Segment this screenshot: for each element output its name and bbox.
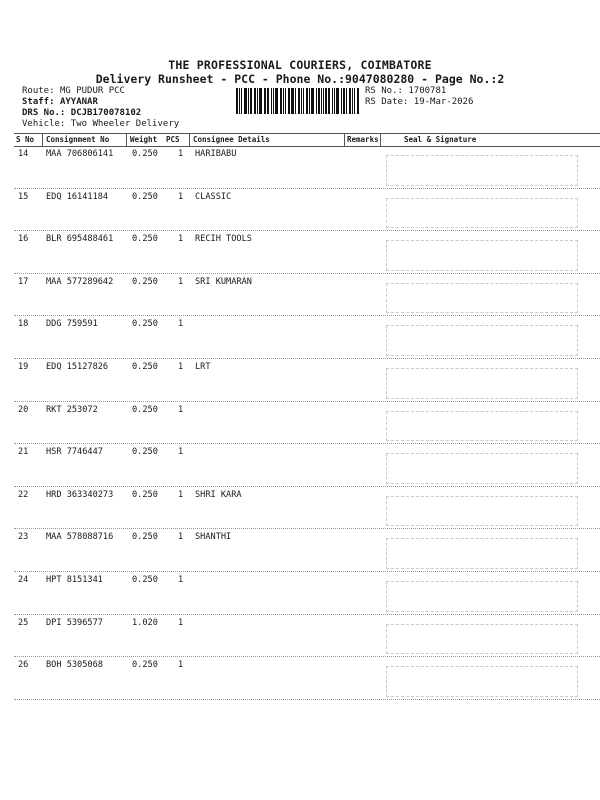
cell-pcs: 1: [178, 447, 184, 458]
cell-consignment-no: HPT 8151341: [46, 575, 103, 585]
runsheet-meta-right: [365, 86, 473, 108]
row-divider: [14, 230, 600, 231]
cell-weight: 1.020: [132, 617, 158, 628]
cell-pcs: 1: [178, 660, 184, 671]
cell-consignee: SHRI KARA: [195, 489, 242, 500]
cell-no: 24: [18, 575, 29, 585]
row-divider: [14, 614, 600, 615]
staff-label: Staff:: [22, 97, 55, 107]
col-consignment-header: Consignment No: [46, 135, 110, 144]
cell-weight: 0.250: [132, 404, 158, 415]
route-row: [22, 86, 179, 97]
cell-pcs: 1: [178, 319, 184, 330]
signature-area: [386, 538, 578, 569]
route-label: Route:: [22, 86, 55, 96]
cell-pcs: 1: [178, 276, 184, 287]
rs-date-value: 19-Mar-2026: [413, 97, 474, 107]
signature-area: [386, 624, 578, 655]
company-title: THE PROFESSIONAL COURIERS, COIMBATORE: [168, 58, 432, 72]
cell-consignment-no: MAA 578088716: [46, 532, 114, 543]
col-signature-header: Seal & Signature: [404, 135, 477, 144]
cell-consignment-no: MAA 706806141: [46, 149, 114, 159]
table-row: [14, 490, 600, 533]
rs-date-row: [365, 97, 473, 108]
cell-no: 19: [18, 362, 29, 372]
table-row: [14, 660, 600, 703]
signature-area: [386, 368, 578, 399]
cell-consignment-no: HRD 363340273: [46, 489, 114, 500]
table-row: [14, 192, 600, 235]
col-remarks-header: Remarks: [347, 135, 379, 144]
drs-label: DRS No.:: [22, 108, 66, 118]
signature-area: [386, 581, 578, 612]
signature-area: [386, 240, 578, 271]
cell-consignee: HARIBABU: [195, 149, 237, 159]
rs-no-label: RS No.:: [365, 86, 403, 96]
cell-weight: 0.250: [132, 149, 158, 159]
cell-weight: 0.250: [132, 532, 158, 543]
drs-value: DCJB170078102: [70, 108, 142, 118]
row-divider: [14, 315, 600, 316]
cell-no: 15: [18, 191, 29, 202]
runsheet-meta-left: [22, 86, 179, 130]
cell-no: 18: [18, 319, 29, 330]
cell-no: 20: [18, 404, 29, 415]
vehicle-row: [22, 119, 179, 130]
row-divider: [14, 571, 600, 572]
barcode-image: [236, 88, 360, 114]
signature-area: [386, 453, 578, 484]
rs-date-label: RS Date:: [365, 97, 409, 107]
cell-pcs: 1: [178, 404, 184, 415]
rs-no-row: [365, 86, 473, 97]
cell-pcs: 1: [178, 532, 184, 543]
col-weight-header: Weight: [130, 135, 158, 144]
cell-weight: 0.250: [132, 660, 158, 671]
table-row: [14, 447, 600, 490]
route-value: MG PUDUR PCC: [59, 86, 125, 96]
table-row: [14, 234, 600, 277]
row-divider: [14, 486, 600, 487]
cell-pcs: 1: [178, 234, 184, 245]
cell-consignee: SRI KUMARAN: [195, 276, 252, 287]
cell-no: 23: [18, 532, 29, 543]
row-divider: [14, 443, 600, 444]
cell-no: 22: [18, 489, 29, 500]
signature-area: [386, 496, 578, 527]
row-divider: [14, 188, 600, 189]
cell-consignment-no: BLR 695488461: [46, 234, 114, 245]
row-divider: [14, 528, 600, 529]
cell-consignment-no: EDQ 16141184: [46, 191, 109, 202]
cell-no: 21: [18, 447, 29, 458]
cell-weight: 0.250: [132, 362, 158, 372]
table-row: [14, 405, 600, 448]
cell-consignment-no: DPI 5396577: [46, 617, 103, 628]
cell-consignment-no: MAA 577289642: [46, 276, 114, 287]
col-pcs-header: PCS: [166, 135, 180, 144]
staff-row: [22, 97, 179, 108]
cell-weight: 0.250: [132, 276, 158, 287]
row-divider: [14, 401, 600, 402]
signature-area: [386, 411, 578, 442]
staff-value: AYYANAR: [59, 97, 98, 107]
drs-row: [22, 108, 179, 119]
vehicle-label: Vehicle:: [22, 119, 66, 129]
cell-weight: 0.250: [132, 319, 158, 330]
cell-consignment-no: RKT 253072: [46, 404, 98, 415]
cell-pcs: 1: [178, 149, 184, 159]
table-row: [14, 319, 600, 362]
table-row: [14, 149, 600, 192]
signature-area: [386, 155, 578, 186]
cell-consignment-no: BOH 5305068: [46, 660, 103, 671]
row-divider: [14, 273, 600, 274]
signature-area: [386, 666, 578, 697]
cell-no: 26: [18, 660, 29, 671]
cell-consignee: SHANTHI: [195, 532, 232, 543]
cell-consignment-no: HSR 7746447: [46, 447, 103, 458]
col-consignee-header: Consignee Details: [193, 135, 270, 144]
cell-weight: 0.250: [132, 447, 158, 458]
cell-pcs: 1: [178, 617, 184, 628]
cell-weight: 0.250: [132, 234, 158, 245]
cell-consignee: CLASSIC: [195, 191, 232, 202]
cell-weight: 0.250: [132, 191, 158, 202]
cell-pcs: 1: [178, 575, 184, 585]
cell-consignment-no: DDG 759591: [46, 319, 98, 330]
cell-consignment-no: EDQ 15127826: [46, 362, 109, 372]
col-no-header: S No: [16, 135, 35, 144]
signature-area: [386, 283, 578, 314]
vehicle-value: Two Wheeler Delivery: [70, 119, 180, 129]
table-row: [14, 362, 600, 405]
cell-no: 16: [18, 234, 29, 245]
table-row: [14, 277, 600, 320]
row-divider: [14, 699, 600, 700]
table-row: [14, 532, 600, 575]
table-row: [14, 618, 600, 661]
rs-no-value: 1700781: [408, 86, 447, 96]
cell-pcs: 1: [178, 362, 184, 372]
runsheet-subtitle: Delivery Runsheet - PCC - Phone No.:9047080280 - Page No.:2: [95, 72, 505, 86]
cell-pcs: 1: [178, 489, 184, 500]
row-divider: [14, 358, 600, 359]
cell-no: 17: [18, 276, 29, 287]
cell-weight: 0.250: [132, 575, 158, 585]
row-divider: [14, 656, 600, 657]
signature-area: [386, 325, 578, 356]
table-row: [14, 575, 600, 618]
cell-no: 25: [18, 617, 29, 628]
cell-no: 14: [18, 149, 29, 159]
table-header: [14, 133, 600, 147]
cell-consignee: RECIH TOOLS: [195, 234, 252, 245]
signature-area: [386, 198, 578, 229]
cell-consignee: LRT: [195, 362, 211, 372]
cell-weight: 0.250: [132, 489, 158, 500]
cell-pcs: 1: [178, 191, 184, 202]
